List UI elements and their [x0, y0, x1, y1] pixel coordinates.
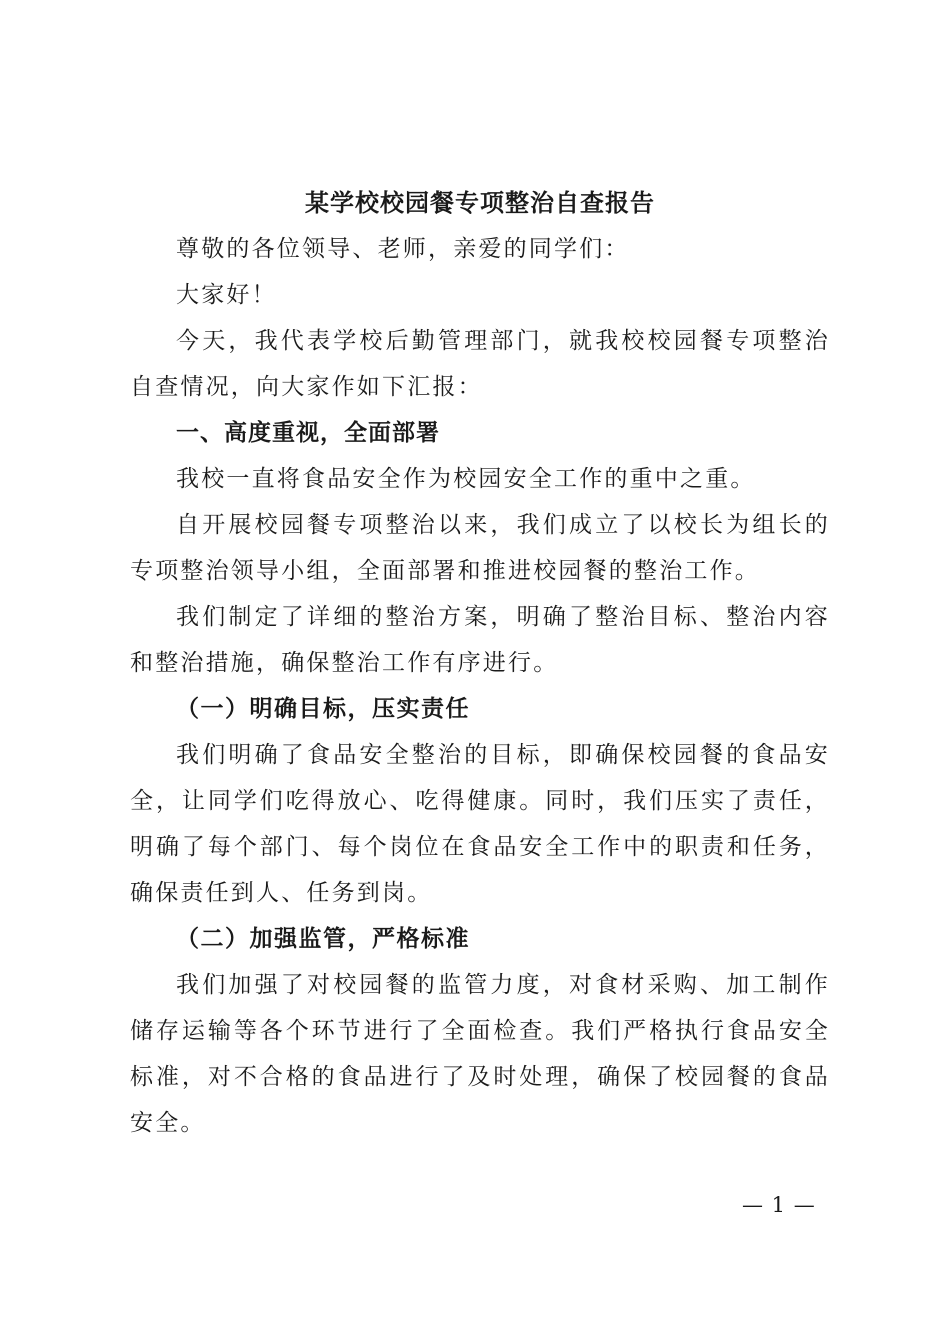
- intro-paragraph: 今天，我代表学校后勤管理部门，就我校校园餐专项整治自查情况，向大家作如下汇报：: [130, 328, 830, 400]
- subsection1-paragraph: 我们明确了食品安全整治的目标，即确保校园餐的食品安全，让同学们吃得放心、吃得健康。同时，我们压实了责任，明确了每个部门、每个岗位在食品安全工作中的职责和任务，确保责任到人、任务到岗。: [130, 742, 830, 906]
- subsection-heading-2: （二）加强监管，严格标准: [176, 925, 470, 952]
- document-title: 某学校校园餐专项整治自查报告: [305, 188, 655, 217]
- section1-paragraph-2: 自开展校园餐专项整治以来，我们成立了以校长为组长的专项整治领导小组，全面部署和推进校园餐的整治工作。: [130, 512, 830, 584]
- section1-paragraph-1: 我校一直将食品安全作为校园安全工作的重中之重。: [176, 466, 756, 492]
- section-heading-1: 一、高度重视，全面部署: [176, 420, 440, 446]
- page-number: — 1 —: [742, 1193, 816, 1217]
- greeting: 大家好！: [176, 282, 277, 308]
- subsection-heading-1: （一）明确目标，压实责任: [176, 695, 470, 722]
- document-body: [130, 180, 830, 1146]
- section1-paragraph-3: 我们制定了详细的整治方案，明确了整治目标、整治内容和整治措施，确保整治工作有序进行。: [130, 604, 830, 676]
- subsection2-paragraph: 我们加强了对校园餐的监管力度，对食材采购、加工制作储存运输等各个环节进行了全面检查。我们严格执行食品安全标准，对不合格的食品进行了及时处理，确保了校园餐的食品安全。: [130, 972, 830, 1136]
- salutation: 尊敬的各位领导、老师，亲爱的同学们：: [176, 236, 630, 262]
